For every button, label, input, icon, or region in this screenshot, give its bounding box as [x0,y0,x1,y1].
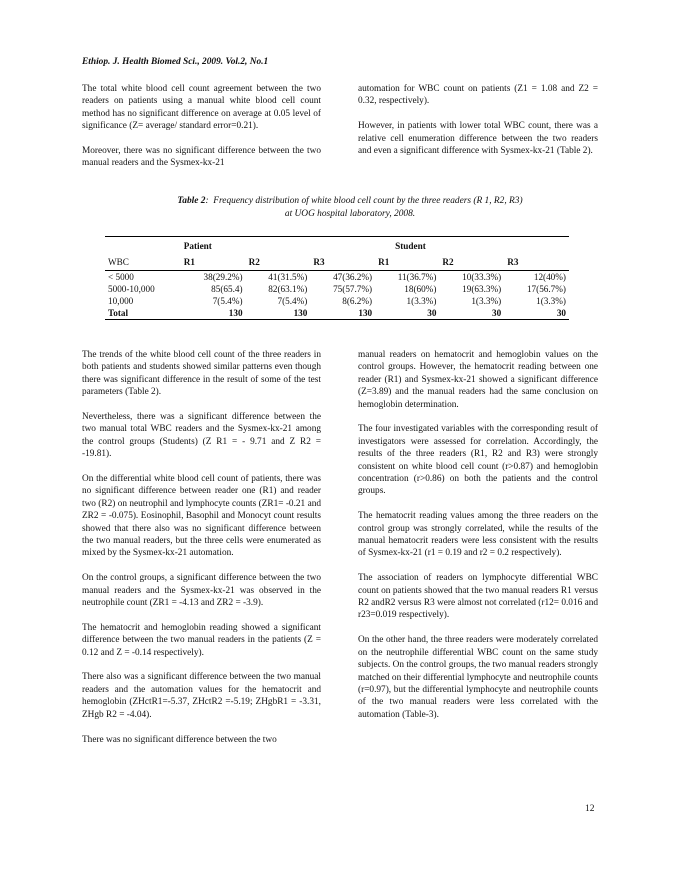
right-column [358,349,598,734]
row-header-wbc: WBC [108,257,129,267]
table-cell: 17(56.7%) [526,284,566,294]
paragraph: On the other hand, the three readers were moderately correlated on the neutrophile differential WBC count on the same study subjects. On the control groups, the two manual readers strongly matched on their differential lymphocyte and neutrophile counts (r=0.97), but the differential lymphocyte and neutrophile counts of the two manual readers were less correlated with the automation (Table-3). [358,635,598,720]
table-cell: 30 [439,307,504,320]
row-label: < 5000 [105,271,181,284]
table-cell: 11(36.7%) [375,271,439,284]
reader-header: R1 [378,257,390,267]
left-column [82,349,321,758]
table-corner [105,237,181,255]
row-label: 5000-10,000 [108,284,155,294]
top-right-column [358,83,598,170]
paragraph: The hematocrit reading values among the three readers on the control group was strongly correlated, while the results of the manual hematocrit readers were less consistent with the results of Sysmex-kx-21 (r1 = 0.19 and r2 = 0.2 respectively). [358,511,598,559]
table-cell: 130 [246,307,311,320]
paragraph: manual readers on hematocrit and hemoglobin values on the control groups. However, the hematocrit reading between one reader (R1) and Sysmex-kx-21 showed a significant difference (Z=3.89) and the manual readers had the same conclusion on hemoglobin determination. [358,350,598,410]
paragraph: The four investigated variables with the corresponding result of investigators were assessed for correlation. Accordingly, the results of the three readers (R1, R2 and R3) were strongly consistent on white blood cell count (r>0.87) and hemoglobin concentration (r>0.86) on both the patients and the control groups. [358,424,598,497]
table-group-header-row [105,237,569,255]
paragraph: On the control groups, a significant difference between the two manual readers and the Sysmex-kx-21 was observed in the neutrophile count (ZR1 = -4.13 and ZR2 = -3.9). [82,573,321,609]
table-cell: 30 [504,307,569,320]
paragraph: On the differential white blood cell count of patients, there was no significant difference between reader one (R1) and reader two (R2) on neutrophil and lymphocyte counts (ZR1= -0.21 and ZR2 = -0.075). Eosinophil, Basophil and Monocyt count results showed that there also was no significant difference between the two manual readers, but the three cells were enumerated as mixed by the Sysmex-kx-21 automation. [82,474,321,559]
paragraph: automation for WBC count on patients (Z1 = 1.08 and Z2 = 0.32, respectively). [358,84,598,107]
frequency-table [105,236,569,320]
table-cell: 82(63.1%) [268,284,308,294]
table-cell: 130 [181,307,246,320]
table-row-total [105,307,569,320]
table-cell: 10(33.3%) [439,271,504,284]
paragraph: The association of readers on lymphocyte differential WBC count on patients showed that the two manual readers R1 versus R2 andR2 versus R3 were almost not correlated (r12= 0.016 and r23=0.019 respectively). [358,573,598,621]
paragraph: However, in patients with lower total WBC count, there was a relative cell enumeration difference between the two readers and even a significant difference with Sysmex-kx-21 (Table 2). [358,121,598,157]
page-number: 12 [585,804,595,814]
reader-header: R3 [313,257,325,267]
table-cell: 41(31.5%) [246,271,311,284]
row-label: Total [105,307,181,320]
paragraph: The hematocrit and hemoglobin reading showed a significant difference between the two manual readers in the patients (Z = 0.12 and Z = -0.14 respectively). [82,622,321,658]
caption-line2: at UOG hospital laboratory, 2008. [284,209,416,219]
table-caption: Table 2: Frequency distribution of white blood cell count by the three readers (R 1, R2, R3) at UOG hospital laboratory, 2008. [100,195,600,221]
table-cell: 8(6.2%) [342,296,373,306]
table-cell: 12(40%) [504,271,569,284]
reader-header: R3 [507,257,519,267]
reader-header: R2 [248,257,260,267]
table-cell: 30 [375,307,439,320]
row-label: 10,000 [108,296,134,306]
table-cell: 1(3.3%) [536,296,566,306]
table-row [105,295,569,307]
table-cell: 19(63.3%) [462,284,502,294]
reader-header: R2 [442,257,454,267]
paragraph: Nevertheless, there was a significant difference between the two manual total WBC readers and the Sysmex-kx-21 among the control groups (Students) (Z R1 = - 9.71 and Z R2 = -19.81). [82,412,321,460]
journal-header: Ethiop. J. Health Biomed Sci., 2009. Vol.2, No.1 [82,57,269,67]
caption-label: Table 2 [177,196,206,206]
table-cell: 47(36.2%) [310,271,375,284]
reader-header: R1 [183,257,196,267]
paragraph: Moreover, there was no significant difference between the two manual readers and the Sysmex-kx-21 [82,146,321,169]
group-header-patient: Patient [181,237,375,255]
top-left-column [82,83,321,182]
table-reader-header-row [105,254,569,271]
paragraph: The trends of the white blood cell count of the three readers in both patients and students showed similar patterns even though there was significant difference in the result of some of the test parameters (Table 2). [82,350,321,398]
paragraph: The total white blood cell count agreement between the two readers on patients using a manual white blood cell count method has no significant difference on average at 0.05 level of significance (Z= average/ standard error=0.21). [82,84,321,132]
table-cell: 1(3.3%) [406,296,437,306]
table-cell: 38(29.2%) [181,271,246,284]
table-row [105,271,569,284]
table-cell: 85(65.4) [211,284,243,294]
table-cell: 1(3.3%) [471,296,502,306]
paragraph: There was no significant difference between the two [82,734,277,745]
paragraph: There also was a significant difference between the two manual readers and the automation values for the hematocrit and hemoglobin (ZHctR1=-5.37, ZHctR2 =-5.19; ZHgbR1 = -3.31, ZHgb R2 = -4.04). [82,672,321,720]
group-header-student: Student [375,237,569,255]
caption-text: Frequency distribution of white blood cell count by the three readers (R 1, R2, R3) [213,196,523,206]
table-cell: 7(5.4%) [277,296,308,306]
table-cell: 130 [310,307,375,320]
table-cell: 7(5.4%) [212,296,243,306]
table-row [105,283,569,295]
table-cell: 18(60%) [404,284,437,294]
table-cell: 75(57.7%) [333,284,373,294]
